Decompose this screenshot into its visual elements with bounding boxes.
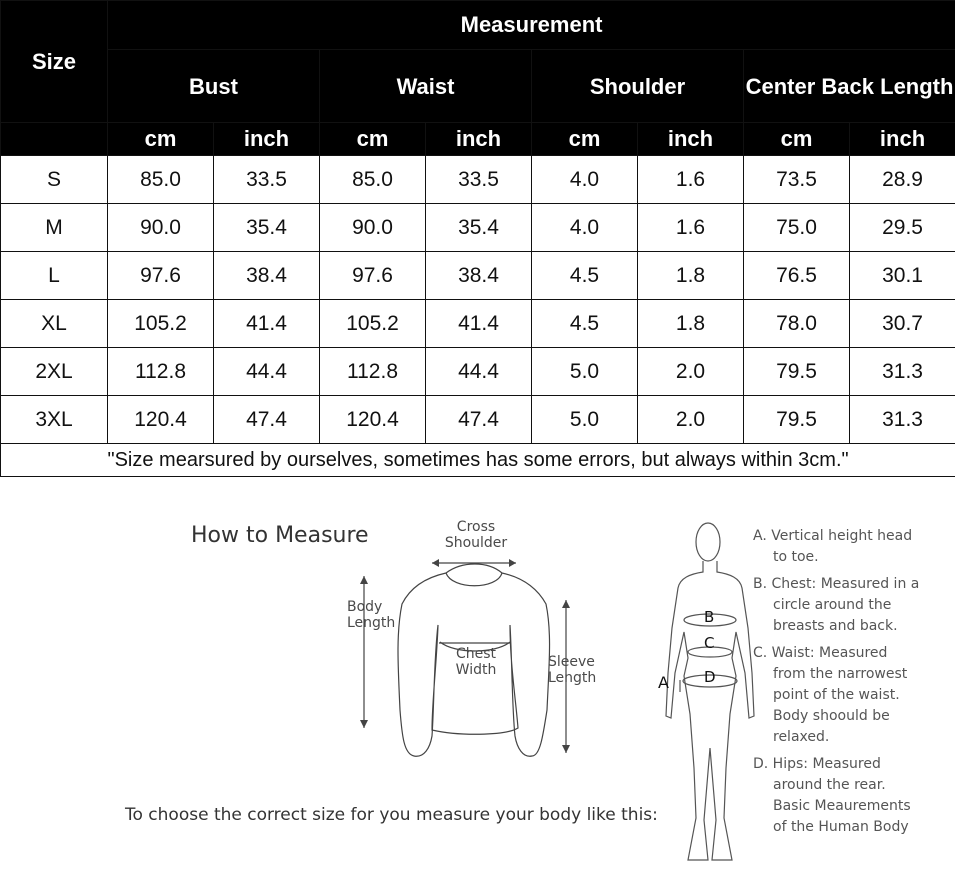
table-cell: 33.5 <box>214 156 320 204</box>
waist-header: Waist <box>320 50 532 123</box>
table-cell: 90.0 <box>320 204 426 252</box>
sleeve-length-label: Sleeve Length <box>548 654 597 686</box>
table-cell: 79.5 <box>744 396 850 444</box>
legend-item-a: A. Vertical height head to toe. <box>753 528 913 565</box>
unit-inch: inch <box>638 123 744 156</box>
table-cell: 1.6 <box>638 204 744 252</box>
table-cell: 120.4 <box>320 396 426 444</box>
size-header: Size <box>1 1 108 123</box>
legend-item-d: D. Hips: Measured around the rear. Basic Meaurements of the Human Body <box>753 756 911 835</box>
size-cell: 3XL <box>1 396 108 444</box>
table-cell: 85.0 <box>108 156 214 204</box>
table-cell: 105.2 <box>320 300 426 348</box>
unit-inch: inch <box>850 123 955 156</box>
table-note-row <box>1 444 955 477</box>
legend-item-b: B. Chest: Measured in a circle around the breasts and back. <box>753 576 920 634</box>
table-cell: 30.7 <box>850 300 955 348</box>
table-cell: 2.0 <box>638 348 744 396</box>
table-cell: 112.8 <box>108 348 214 396</box>
table-cell: 5.0 <box>532 348 638 396</box>
bust-header: Bust <box>108 50 320 123</box>
how-to-measure-section <box>0 478 955 891</box>
table-cell: 47.4 <box>214 396 320 444</box>
table-row <box>1 156 955 204</box>
size-cell: 2XL <box>1 348 108 396</box>
table-cell: 112.8 <box>320 348 426 396</box>
letter-d-label: D <box>704 668 716 686</box>
table-cell: 2.0 <box>638 396 744 444</box>
table-cell: 41.4 <box>214 300 320 348</box>
shoulder-header: Shoulder <box>532 50 744 123</box>
table-cell: 4.5 <box>532 252 638 300</box>
unit-cm: cm <box>320 123 426 156</box>
table-cell: 38.4 <box>214 252 320 300</box>
letter-b-label: B <box>704 608 715 626</box>
table-cell: 75.0 <box>744 204 850 252</box>
measurement-legend <box>753 526 953 844</box>
table-cell: 31.3 <box>850 348 955 396</box>
table-cell: 28.9 <box>850 156 955 204</box>
table-cell: 47.4 <box>426 396 532 444</box>
size-cell: S <box>1 156 108 204</box>
center-back-length-header: Center Back Length <box>744 50 955 123</box>
size-cell: L <box>1 252 108 300</box>
table-cell: 76.5 <box>744 252 850 300</box>
table-cell: 105.2 <box>108 300 214 348</box>
table-cell: 41.4 <box>426 300 532 348</box>
table-cell: 38.4 <box>426 252 532 300</box>
unit-inch: inch <box>426 123 532 156</box>
table-cell: 120.4 <box>108 396 214 444</box>
table-row <box>1 348 955 396</box>
size-unit-blank <box>1 123 108 156</box>
table-cell: 31.3 <box>850 396 955 444</box>
legend-item-c: C. Waist: Measured from the narrowest point of the waist. Body shoould be relaxed. <box>753 645 908 745</box>
chest-width-label: Chest Width <box>455 646 497 678</box>
table-cell: 33.5 <box>426 156 532 204</box>
size-note: "Size mearsured by ourselves, sometimes has some errors, but always within 3cm." <box>1 444 955 477</box>
table-cell: 4.5 <box>532 300 638 348</box>
table-cell: 73.5 <box>744 156 850 204</box>
unit-inch: inch <box>214 123 320 156</box>
table-row <box>1 396 955 444</box>
table-cell: 29.5 <box>850 204 955 252</box>
table-cell: 44.4 <box>214 348 320 396</box>
cross-shoulder-label: Cross Shoulder <box>444 519 508 551</box>
table-cell: 4.0 <box>532 156 638 204</box>
table-cell: 85.0 <box>320 156 426 204</box>
size-cell: M <box>1 204 108 252</box>
table-cell: 1.6 <box>638 156 744 204</box>
body-length-label: Body Length <box>347 599 396 631</box>
letter-c-label: C <box>704 634 715 652</box>
body-outline <box>666 561 754 860</box>
table-cell: 79.5 <box>744 348 850 396</box>
table-row <box>1 204 955 252</box>
table-row <box>1 300 955 348</box>
table-row <box>1 252 955 300</box>
table-cell: 1.8 <box>638 252 744 300</box>
table-cell: 4.0 <box>532 204 638 252</box>
table-cell: 44.4 <box>426 348 532 396</box>
letter-a-label: A <box>658 673 669 692</box>
size-cell: XL <box>1 300 108 348</box>
table-cell: 78.0 <box>744 300 850 348</box>
measurement-header: Measurement <box>108 1 955 50</box>
table-cell: 30.1 <box>850 252 955 300</box>
table-cell: 5.0 <box>532 396 638 444</box>
unit-cm: cm <box>532 123 638 156</box>
table-cell: 97.6 <box>108 252 214 300</box>
table-cell: 1.8 <box>638 300 744 348</box>
unit-cm: cm <box>108 123 214 156</box>
body-head <box>696 523 720 561</box>
unit-cm: cm <box>744 123 850 156</box>
instruction-text: To choose the correct size for you measure your body like this: <box>125 805 658 825</box>
table-cell: 35.4 <box>214 204 320 252</box>
table-cell: 97.6 <box>320 252 426 300</box>
how-to-measure-title: How to Measure <box>191 523 369 548</box>
table-cell: 90.0 <box>108 204 214 252</box>
table-cell: 35.4 <box>426 204 532 252</box>
